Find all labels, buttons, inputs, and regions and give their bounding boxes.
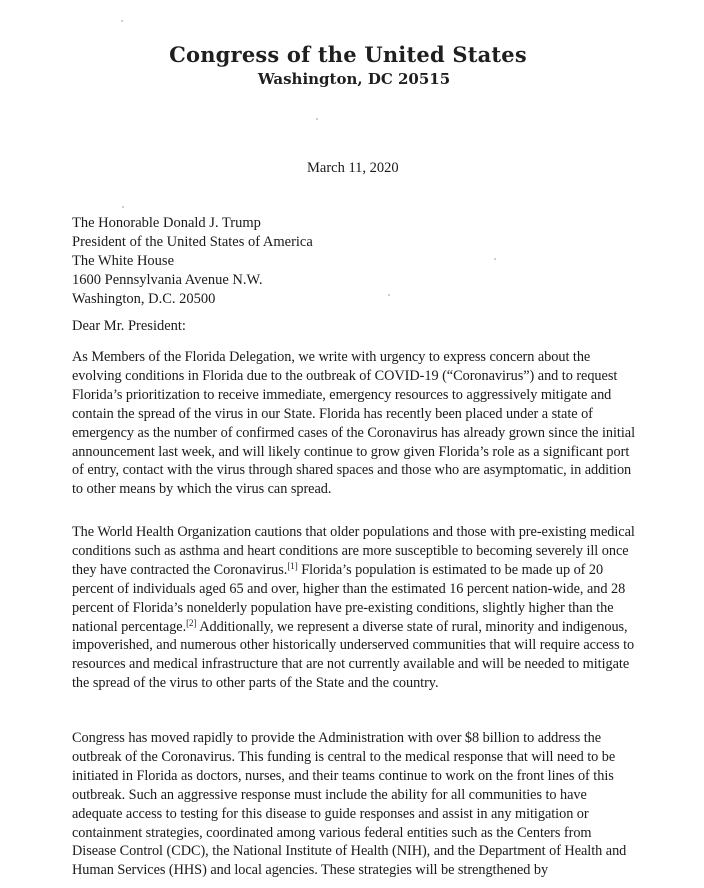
paragraph-2-text-a: The World Health Organization cautions that older populations and those with pre-existing medical conditions such as asthma and heart conditions are more susceptible to becoming severely ill once they have contracted the Coronavirus. bbox=[72, 524, 635, 578]
recipient-line: The Honorable Donald J. Trump bbox=[72, 215, 261, 231]
scan-speck bbox=[388, 294, 390, 296]
scan-speck bbox=[494, 258, 496, 260]
recipient-line: President of the United States of America bbox=[72, 234, 313, 250]
letterhead-title: Congress of the United States bbox=[169, 42, 527, 67]
letter-date: March 11, 2020 bbox=[307, 160, 399, 176]
paragraph-3: Congress has moved rapidly to provide the Administration with over $8 billion to address the outbreak of the Coronavirus. This funding is central to the medical response that will need to be initiated in Florida as doctors, nurses, and their teams continue to work on the front lines of this outbreak. Such an aggressive response must include the ability for all communities to have adequate access to testing for this disease to guide responses and assist in any mitigation or containment strategies, coordinated among various federal entities such as the Centers from Disease Control (CDC), the National Institute of Health (NIH), and the Department of Health and Human Services (HHS) and local agencies. These strategies will be strengthened by bbox=[72, 730, 627, 879]
paragraph-1: As Members of the Florida Delegation, we write with urgency to express concern about the evolving conditions in Florida due to the outbreak of COVID-19 (“Coronavirus”) and to request Florida’s prioritization to receive immediate, emergency resources to aggressively mitigate and contain the spread of the virus in our State. Florida has recently been placed under a state of emergency as the number of confirmed cases of the Coronavirus has already grown since the initial announcement last week, and will likely continue to grow given Florida’s role as a significant port of entry, contact with the virus through shared spaces and those who are asymptomatic, in addition to other means by which the virus can spread. bbox=[72, 349, 635, 498]
letterhead-subtitle: Washington, DC 20515 bbox=[257, 70, 451, 88]
footnote-ref-2: [2] bbox=[186, 617, 197, 628]
recipient-line: The White House bbox=[72, 253, 175, 269]
paragraph-2 bbox=[72, 523, 637, 693]
recipient-line: 1600 Pennsylvania Avenue N.W. bbox=[72, 272, 263, 288]
scan-speck bbox=[316, 118, 318, 120]
recipient-line: Washington, D.C. 20500 bbox=[72, 291, 216, 307]
footnote-ref-1: [1] bbox=[287, 560, 298, 571]
paragraph-2-text-b: Florida’s population is estimated to be made up of 20 percent of individuals aged 65 and over, higher than the estimated 16 percent nation-wide, and 28 percent of Florida’s nonelderly population have pre-existing conditions, slightly higher than the national percentage. bbox=[72, 561, 626, 635]
recipient-address bbox=[72, 214, 313, 309]
scan-speck bbox=[122, 206, 124, 208]
salutation: Dear Mr. President: bbox=[72, 318, 186, 334]
paragraph-2-text-c: Additionally, we represent a diverse state of rural, minority and indigenous, impoverished, and numerous other historically underserved communities that will require access to resources and medical infrastructure that are not currently available and will be needed to mitigate the spread of the virus to other parts of the State and the country. bbox=[72, 618, 635, 692]
scan-speck bbox=[121, 20, 123, 22]
